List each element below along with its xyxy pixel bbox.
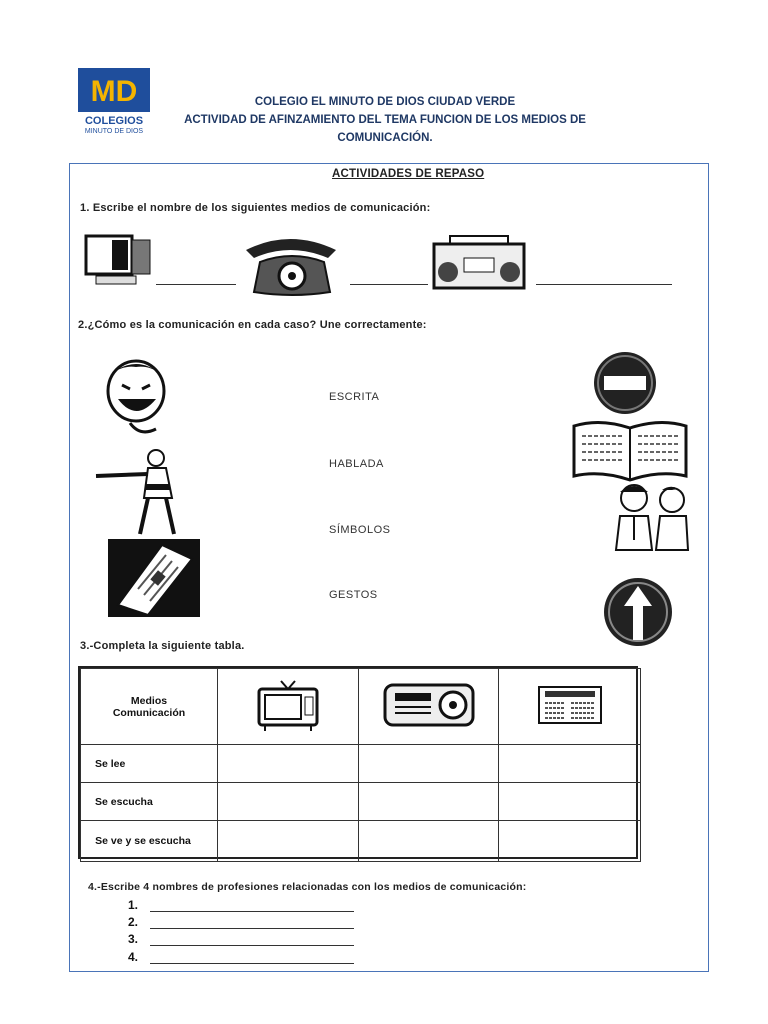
svg-text:MD: MD (90, 75, 138, 108)
answer-cell[interactable] (359, 821, 499, 862)
question-2: 2.¿Cómo es la comunicación en cada caso? Une correctamente: (78, 319, 427, 331)
table-row (81, 745, 641, 783)
item-number: 3. (128, 932, 139, 946)
item-number: 2. (128, 915, 139, 929)
answer-line[interactable] (350, 284, 428, 285)
up-arrow-sign-icon (596, 576, 680, 653)
list-item (128, 898, 354, 912)
laughing-man-icon (100, 357, 172, 442)
media-table (78, 666, 638, 859)
activity-title: ACTIVIDAD DE AFINZAMIENTO DEL TEMA FUNCION DE LOS MEDIOS DE (184, 114, 586, 126)
table-row (81, 821, 641, 862)
question-1: 1. Escribe el nombre de los siguientes medios de comunicación: (80, 202, 431, 214)
answer-cell[interactable] (218, 745, 359, 783)
radio-icon (432, 234, 526, 295)
table-header-label: Medios Comunicación (81, 669, 218, 745)
answer-line[interactable] (150, 928, 354, 929)
answer-cell[interactable] (499, 821, 641, 862)
radio-cell (359, 669, 499, 745)
no-entry-sign-icon (592, 350, 658, 421)
question-4: 4.-Escribe 4 nombres de profesiones relacionadas con los medios de comunicación: (88, 881, 527, 893)
word-hablada: HABLADA (329, 458, 384, 470)
answer-line[interactable] (150, 911, 354, 912)
school-logo (76, 68, 152, 136)
list-item (128, 932, 354, 946)
newspaper-icon (108, 539, 200, 622)
whispering-people-icon (608, 480, 690, 557)
word-simbolos: SÍMBOLOS (329, 524, 391, 536)
school-name: COLEGIO EL MINUTO DE DIOS CIUDAD VERDE (254, 96, 516, 108)
answer-cell[interactable] (499, 745, 641, 783)
answer-line[interactable] (536, 284, 672, 285)
row-label-se-ve-y-se-escucha: Se ve y se escucha (81, 821, 218, 862)
answer-line[interactable] (150, 963, 354, 964)
item-number: 4. (128, 950, 139, 964)
computer-icon (82, 232, 154, 293)
answer-cell[interactable] (218, 783, 359, 821)
list-item (128, 950, 354, 964)
tv-cell (218, 669, 359, 745)
open-book-icon (570, 418, 690, 489)
row-label-se-lee: Se lee (81, 745, 218, 783)
small-newspaper-icon (535, 683, 605, 727)
answer-cell[interactable] (359, 783, 499, 821)
svg-text:COLEGIOS: COLEGIOS (84, 115, 144, 127)
telephone-icon (240, 232, 346, 303)
word-escrita: ESCRITA (329, 391, 380, 403)
answer-cell[interactable] (499, 783, 641, 821)
list-item (128, 915, 354, 929)
question-3: 3.-Completa la siguiente tabla. (80, 640, 245, 652)
answer-cell[interactable] (359, 745, 499, 783)
section-title: ACTIVIDADES DE REPASO (332, 168, 485, 180)
answer-line[interactable] (156, 284, 236, 285)
document-header (150, 93, 620, 147)
newspaper-cell (499, 669, 641, 745)
tv-icon (253, 679, 323, 731)
small-radio-icon (381, 681, 477, 729)
row-label-se-escucha: Se escucha (81, 783, 218, 821)
word-gestos: GESTOS (329, 589, 378, 601)
item-number: 1. (128, 898, 139, 912)
table-row (81, 783, 641, 821)
svg-text:MINUTO DE DIOS: MINUTO DE DIOS (84, 128, 144, 135)
answer-cell[interactable] (218, 821, 359, 862)
table-header-row (81, 669, 641, 745)
answer-line[interactable] (150, 945, 354, 946)
pointing-man-icon (92, 446, 188, 543)
activity-title-cont: COMUNICACIÓN. (337, 132, 433, 144)
